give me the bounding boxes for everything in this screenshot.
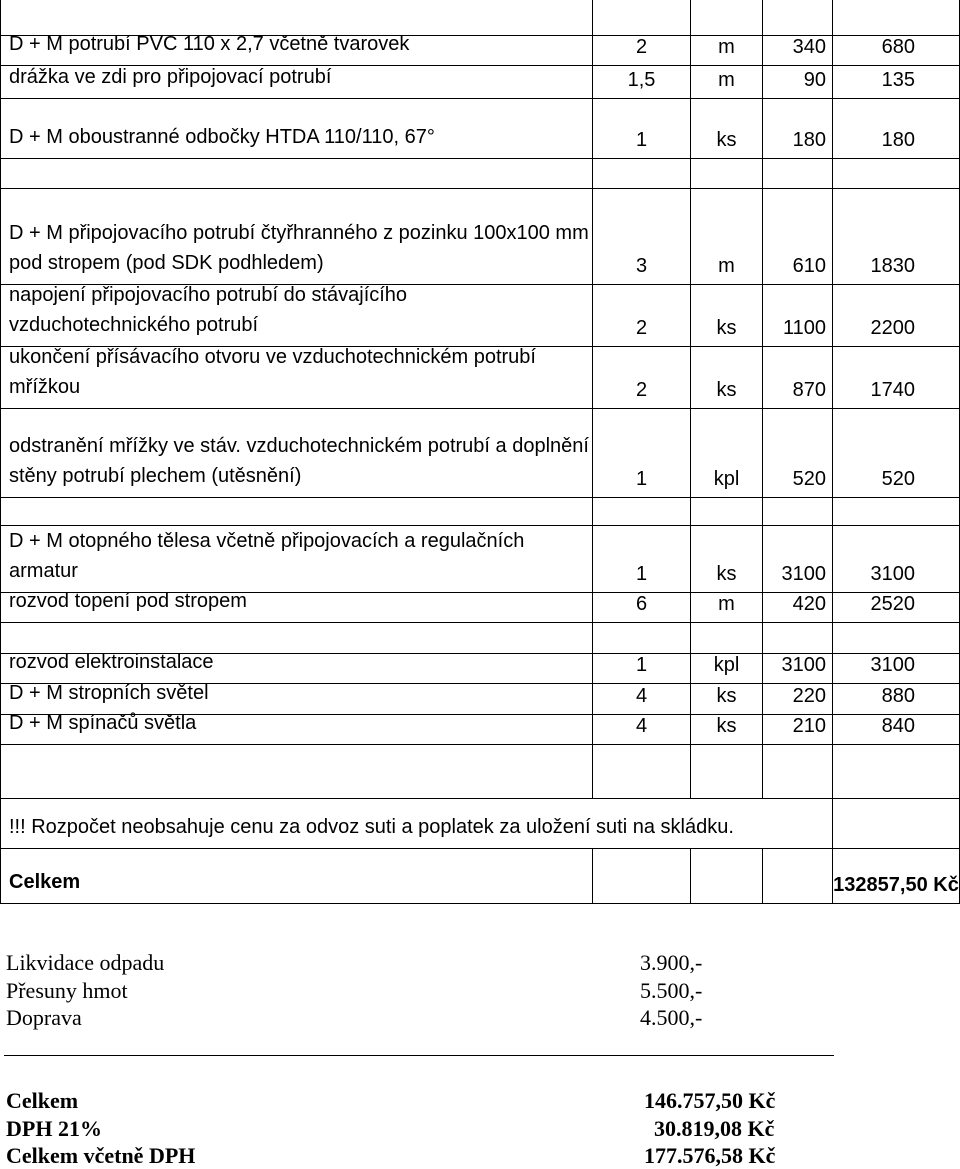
item-total: 840 <box>832 715 960 744</box>
final-value: 177.576,58 Kč <box>644 1143 776 1168</box>
item-quantity: 3 <box>592 189 690 284</box>
table-row <box>0 347 960 409</box>
table-row-empty <box>0 498 960 526</box>
item-quantity: 4 <box>592 715 690 744</box>
item-quantity: 2 <box>592 285 690 346</box>
note-row <box>0 799 960 849</box>
extra-value: 3.900,- <box>640 950 703 975</box>
table-row <box>0 66 960 99</box>
item-unit-price: 3100 <box>762 654 832 683</box>
grand-total-value: 132857,50 Kč <box>832 849 960 903</box>
item-unit-price: 210 <box>762 715 832 744</box>
item-total: 680 <box>832 36 960 65</box>
item-total: 2200 <box>832 285 960 346</box>
item-description: napojení připojovacího potrubí do stávajícího vzduchotechnického potrubí <box>0 285 592 346</box>
item-unit: m <box>690 189 762 284</box>
grand-total-row <box>0 849 960 904</box>
extra-value: 5.500,- <box>640 978 703 1003</box>
item-unit-price: 3100 <box>762 526 832 592</box>
item-total: 1740 <box>832 347 960 408</box>
item-quantity: 4 <box>592 684 690 714</box>
item-description: rozvod topení pod stropem <box>0 593 592 622</box>
item-unit-price: 610 <box>762 189 832 284</box>
item-quantity: 2 <box>592 36 690 65</box>
item-quantity: 2 <box>592 347 690 408</box>
item-unit: ks <box>690 99 762 158</box>
item-unit-price: 90 <box>762 66 832 98</box>
item-unit-price: 870 <box>762 347 832 408</box>
item-quantity: 1 <box>592 526 690 592</box>
budget-note: !!! Rozpočet neobsahuje cenu za odvoz suti a poplatek za uložení suti na skládku. <box>0 799 760 848</box>
item-unit: kpl <box>690 409 762 497</box>
item-description: D + M oboustranné odbočky HTDA 110/110, 67° <box>0 99 592 158</box>
item-unit: ks <box>690 347 762 408</box>
item-description: ukončení přísávacího otvoru ve vzduchotechnickém potrubí mřížkou <box>0 347 592 408</box>
item-total: 180 <box>832 99 960 158</box>
item-unit: ks <box>690 684 762 714</box>
item-quantity: 6 <box>592 593 690 622</box>
item-unit: ks <box>690 715 762 744</box>
table-row-empty <box>0 745 960 799</box>
item-quantity: 1 <box>592 654 690 683</box>
divider <box>4 1055 834 1056</box>
extra-value: 4.500,- <box>640 1005 703 1030</box>
item-description: D + M spínačů světla <box>0 715 592 744</box>
item-unit: m <box>690 66 762 98</box>
final-label: Celkem <box>6 1088 79 1113</box>
table-row <box>0 712 960 745</box>
item-description: D + M připojovacího potrubí čtyřhranného z pozinku 100x100 mm pod stropem (pod SDK podhledem) <box>0 189 592 284</box>
extra-label: Likvidace odpadu <box>6 950 165 975</box>
item-description: drážka ve zdi pro připojovací potrubí <box>0 66 592 98</box>
item-unit-price: 520 <box>762 409 832 497</box>
table-row <box>0 189 960 285</box>
item-unit-price: 1100 <box>762 285 832 346</box>
item-total: 135 <box>832 66 960 98</box>
item-unit-price: 420 <box>762 593 832 622</box>
item-unit-price: 340 <box>762 36 832 65</box>
item-unit: m <box>690 36 762 65</box>
item-quantity: 1,5 <box>592 66 690 98</box>
item-unit: ks <box>690 285 762 346</box>
final-label: DPH 21% <box>6 1116 102 1141</box>
item-description: D + M otopného tělesa včetně připojovacích a regulačních armatur <box>0 526 592 592</box>
item-description: odstranění mřížky ve stáv. vzduchotechnickém potrubí a doplnění stěny potrubí plechem (utěsnění) <box>0 409 592 497</box>
item-quantity: 1 <box>592 409 690 497</box>
table-row <box>0 590 960 623</box>
item-unit-price: 180 <box>762 99 832 158</box>
item-total: 3100 <box>832 654 960 683</box>
table-row <box>0 409 960 498</box>
table-row <box>0 526 960 593</box>
item-unit: m <box>690 593 762 622</box>
table-row <box>0 285 960 347</box>
extra-label: Přesuny hmot <box>6 978 128 1003</box>
item-unit: kpl <box>690 654 762 683</box>
item-total: 1830 <box>832 189 960 284</box>
item-total: 2520 <box>832 593 960 622</box>
item-description: D + M potrubí PVC 110 x 2,7 včetně tvarovek <box>0 36 592 65</box>
item-quantity: 1 <box>592 99 690 158</box>
final-value: 30.819,08 Kč <box>654 1116 775 1141</box>
final-value: 146.757,50 Kč <box>644 1088 776 1113</box>
item-total: 3100 <box>832 526 960 592</box>
table-row <box>0 99 960 159</box>
final-label: Celkem včetně DPH <box>6 1143 196 1168</box>
table-row-empty <box>0 159 960 189</box>
item-unit-price: 220 <box>762 684 832 714</box>
item-total: 880 <box>832 684 960 714</box>
item-total: 520 <box>832 409 960 497</box>
grand-total-label: Celkem <box>0 849 592 903</box>
item-description: D + M stropních světel <box>0 684 592 714</box>
item-unit: ks <box>690 526 762 592</box>
item-description: rozvod elektroinstalace <box>0 654 592 683</box>
extra-label: Doprava <box>6 1005 82 1030</box>
